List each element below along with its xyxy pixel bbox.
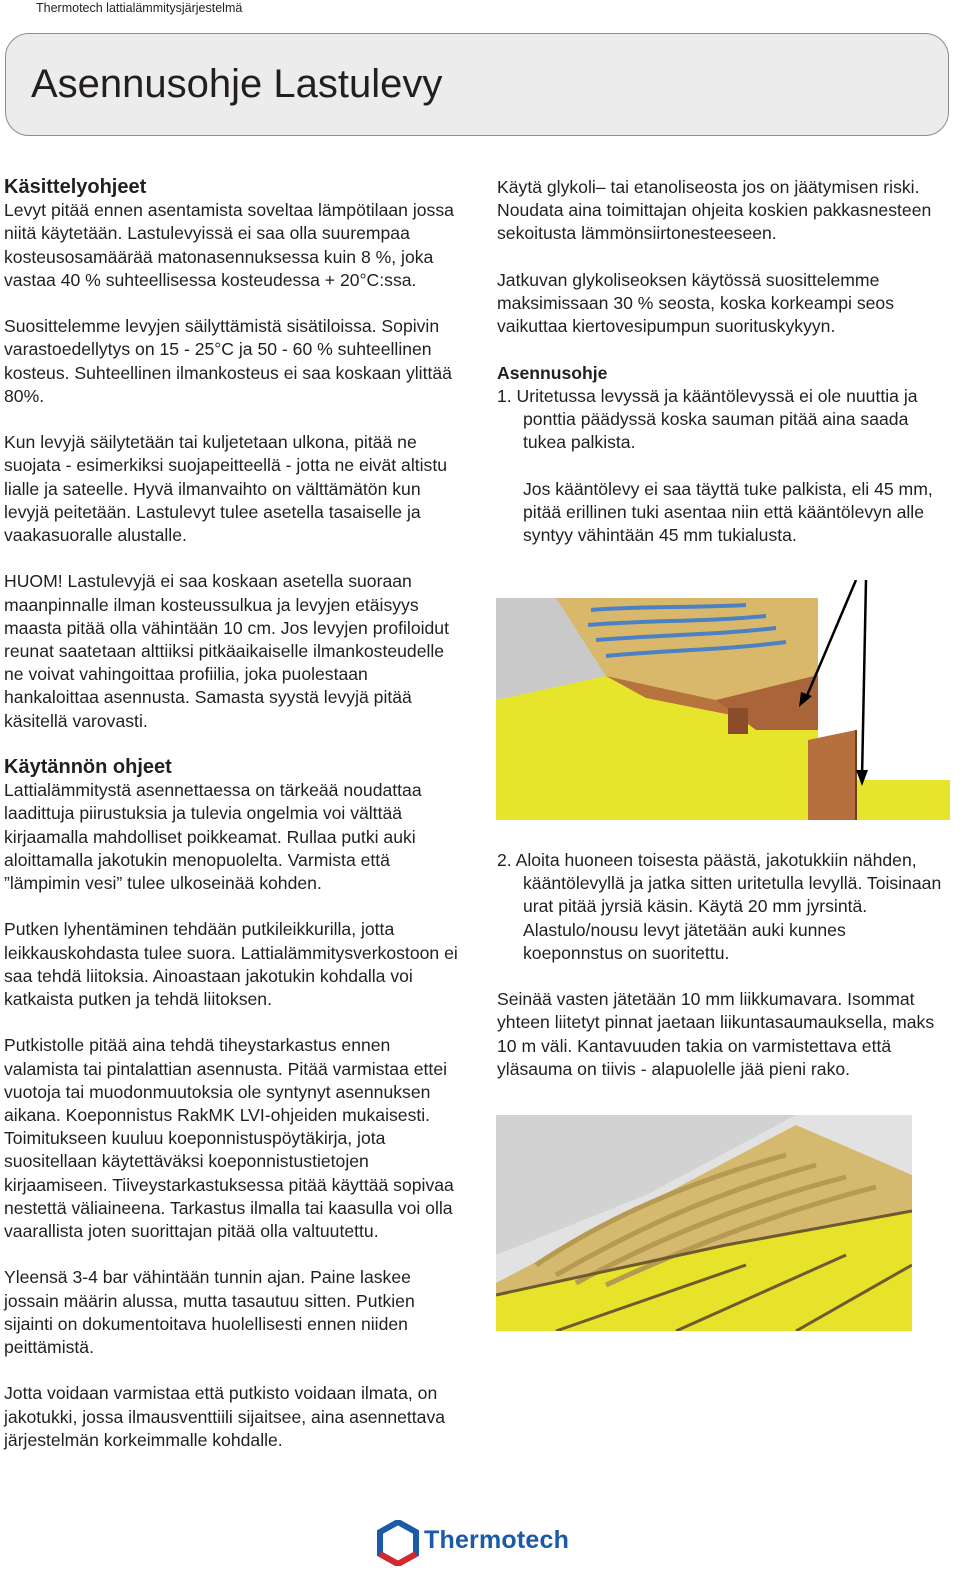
board-profile-illustration (496, 580, 950, 820)
heading-installation: Asennusohje (497, 362, 608, 383)
arrow-line (862, 580, 866, 778)
paragraph: Putken lyhentäminen tehdään putkileikkurilla, jotta leikkauskohdasta tulee suora. Lattialämmitysverkostoon ei saa tehdä liitoksia. Ainoastaan jakotukin kohdalla voi katkaista putken ja tehdä liitoksen. (4, 919, 458, 1010)
brand-line: Thermotech lattialämmitysjärjestelmä (36, 1, 243, 15)
right-column-upper (497, 176, 942, 570)
paragraph: Yleensä 3-4 bar vähintään tunnin ajan. Paine laskee jossain määrin alussa, mutta tasautuu sitten. Putkien sijainti on dokumentoitava huolellisesti ennen niiden peittämistä. (4, 1267, 415, 1358)
heading-practical: Käytännön ohjeet (4, 756, 172, 779)
paragraph: Käytä glykoli– tai etanoliseosta jos on jäätymisen riski. Noudata aina toimittajan ohjeita koskien pakkasnesteen sekoitusta lämmönsiirtonesteeseen. (497, 177, 932, 244)
paragraph: Suosittelemme levyjen säilyttämistä sisätiloissa. Sopivin varastoedellytys on 15 - 25°C ja 50 - 60 % suhteellinen kosteus. Suhteellinen ilmankosteus ei saa koskaan ylittää 80%. (4, 316, 452, 406)
paragraph: Putkistolle pitää aina tehdä tiheystarkastus ennen valamista tai pintalattian asennusta. Pitää varmistaa ettei vuotoja tai muodonmuutoksia ole syntynyt asennuksen aikana. Koeponnistus RakMK LVI-ohjeiden mukaisesti. Toimitukseen kuuluu koeponnistuspöytäkirja, jota suositellaan käytettäväksi koeponnistustietojen kirjaamiseen. Tiiveystarkastuksessa pitää käyttää sopivaa nestettä väliaineena. Tarkastus ilmalla tai kaasulla voi olla vaarallista joten suorittajan pitää olla valtuutettu. (4, 1035, 454, 1242)
heading-handling: Käsittelyohjeet (4, 176, 147, 198)
logo-mark-icon (376, 1520, 420, 1566)
paragraph: Kun levyjä säilytetään tai kuljetetaan ulkona, pitää ne suojata - esimerkiksi suojapeitteellä - jotta ne eivät altistu lialle ja sateelle. Hyvä ilmanvaihto on välttämätön kun levyjä peitetään. Lastulevyt tulee asetella tasaiselle ja vaakasuoralle alustalle. (4, 432, 447, 546)
paragraph: Jatkuvan glykoliseoksen käytössä suosittelemme maksimissaan 30 % seosta, koska korkeampi seos vaikuttaa kiertovesipumpun suorituskykyyn. (497, 269, 895, 337)
tongue-profile (728, 708, 748, 734)
floor-installation-illustration (496, 1115, 912, 1331)
right-column-lower (497, 849, 947, 1104)
page-title: Asennusohje Lastulevy (31, 62, 443, 106)
paragraph: Seinää vasten jätetään 10 mm liikkumavara. Isommat yhteen liitetyt pinnat jaetaan liikuntasaumauksella, maks 10 m väli. Kantavuuden takia on varmistettava että yläsauma on tiivis - alapuolelle jää pieni rako. (497, 989, 935, 1079)
step-1: 1. Uritetussa levyssä ja kääntölevyssä ei ole nuuttia ja ponttia päädyssä koska sauman pitää aina saada tukea palkista. (497, 385, 918, 453)
title-banner (5, 33, 949, 136)
paragraph: Lattialämmitystä asennettaessa on tärkeää noudattaa laadittuja piirustuksia ja tulevia ongelmia voi välttää kirjaamalla mahdolliset poikkeamat. Rullaa putki auki aloittamalla jakotukin menopuolelta. Varmista että ”lämpimin vesi” tulee ulkoseinää kohden. (4, 780, 422, 894)
paragraph: Jotta voidaan varmistaa että putkisto voidaan ilmata, on jakotukki, jossa ilmausventtiili sijaitsee, aina asennettava järjestelmän korkeimmalle kohdalle. (4, 1383, 446, 1450)
paragraph-note: HUOM! Lastulevyjä ei saa koskaan asetella suoraan maanpinnalle ilman kosteussulkua ja levyjen etäisyys maasta pitää olla vähintään 10 cm. Jos levyjen profiloidut reunat saatetaan alttiiksi pitkäaikaiselle ilmankosteudelle ne voivat vahingoittaa profiilia, joka puolestaan hankaloittaa asennusta. Samasta syystä levyjä pitää käsitellä varovasti. (4, 571, 449, 731)
logo-text: Thermotech (424, 1526, 570, 1554)
paragraph: Levyt pitää ennen asentamista soveltaa lämpötilaan jossa niitä käytetään. Lastulevyissä ei saa olla suurempaa kosteusosamäärää matonasennuksessa kuin 8 %, joka vastaa 40 % suhteellisessa kosteudessa + 20°C:ssa. (4, 200, 454, 290)
left-column (4, 176, 459, 1475)
step-1-detail: Jos kääntölevy ei saa täyttä tuke palkista, eli 45 mm, pitää erillinen tuki asentaa niin että kääntölevyn alle syntyy vähintään 45 mm tukialusta. (523, 478, 933, 545)
step-2: 2. Aloita huoneen toisesta päästä, jakotukkiin nähden, kääntölevyllä ja jatka sitten uritetulla levyllä. Toisinaan urat pitää jyrsiä käsin. Käytä 20 mm jyrsintä. Alastulo/nousu levyt jätetään auki kunnes koeponnstus on suoritettu. (497, 850, 942, 963)
section-side (808, 730, 856, 820)
thermotech-logo (376, 1520, 576, 1566)
